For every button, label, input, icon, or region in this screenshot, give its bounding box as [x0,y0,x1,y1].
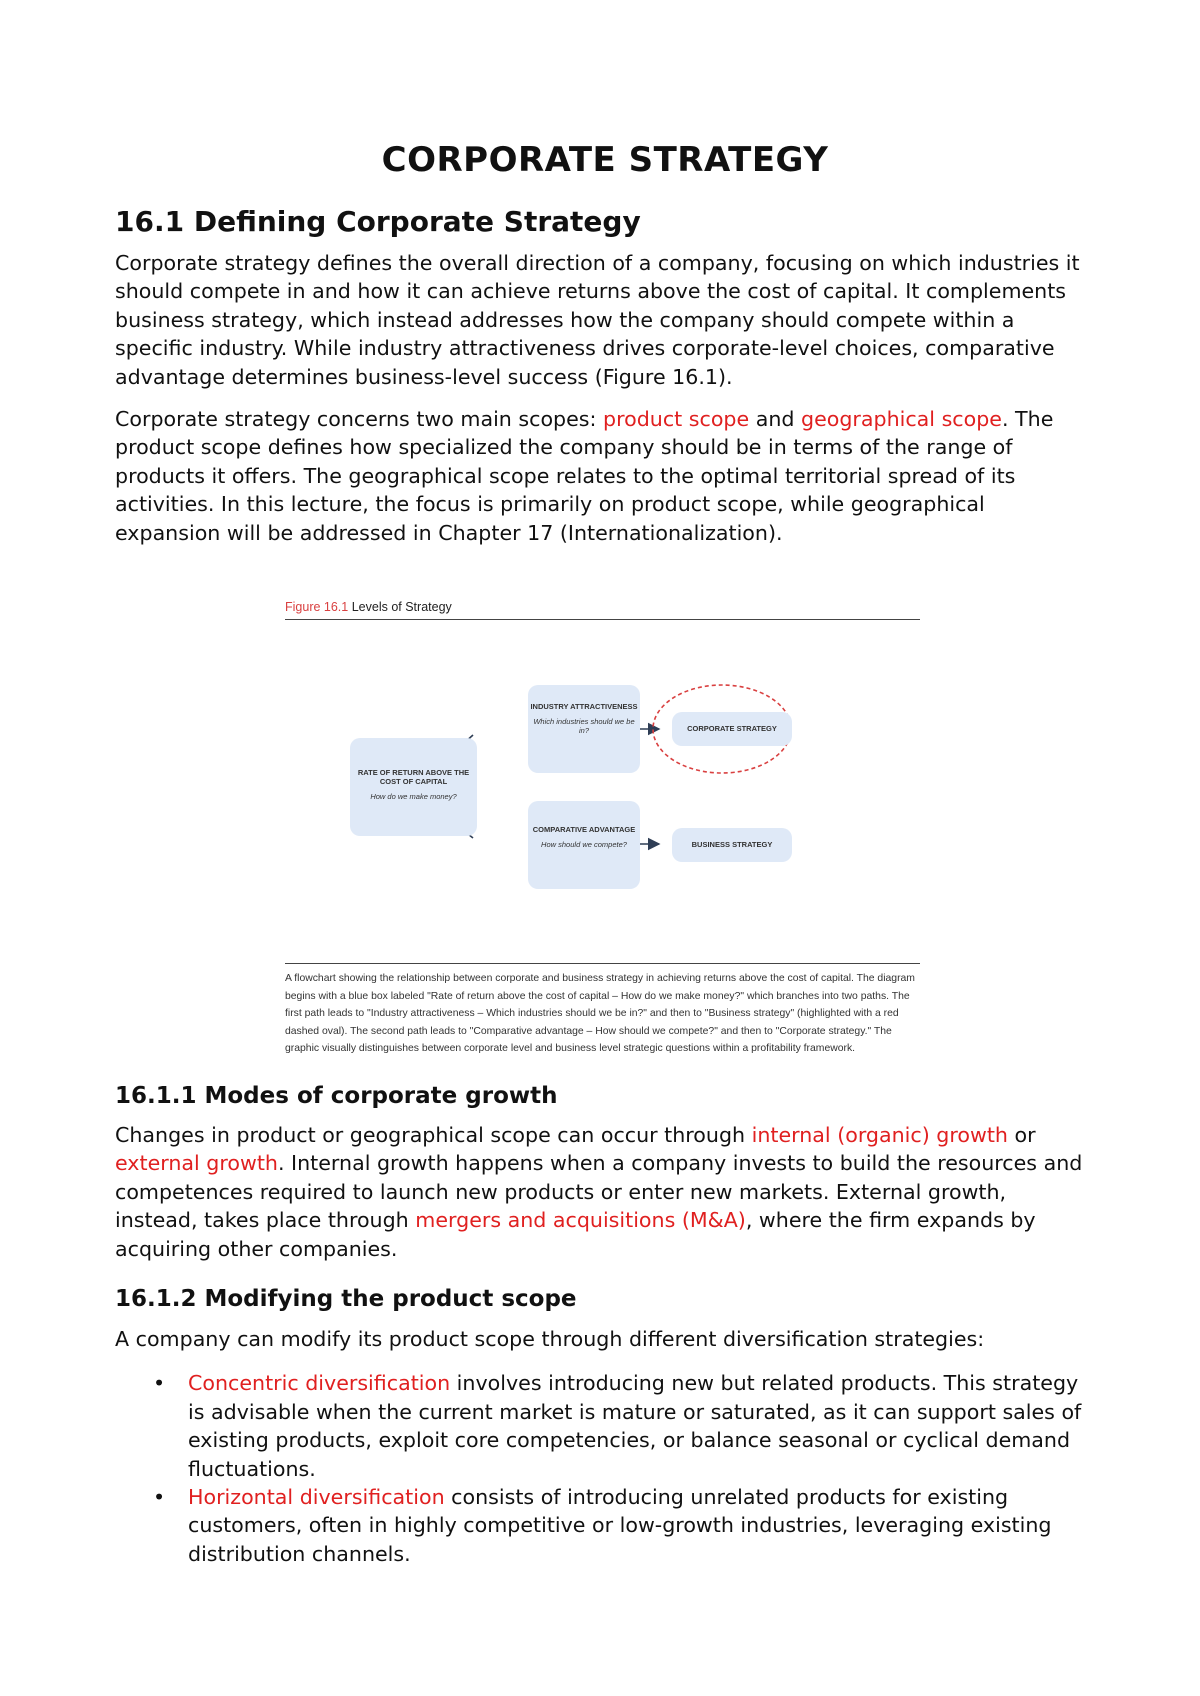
figure-bottom-rule [285,963,920,964]
bullet-icon: • [153,1485,166,1510]
box-corporate-strategy: CORPORATE STRATEGY [672,712,792,746]
box-comparative-advantage: COMPARATIVE ADVANTAGE How should we compete? [528,801,640,889]
section-16-1-1 [115,1083,1095,1263]
list-item: • Concentric diversification involves introducing new but related products. This strategy is advisable when the current market is mature or saturated, as it can support sales of existing products, exploit core competencies, or balance seasonal or cyclical demand fluctuations. [153,1371,1082,1481]
figure-caption: A flowchart showing the relationship between corporate and business strategy in achieving returns above the cost of capital. The diagram begins with a blue box labeled "Rate of return above the cost of capital – How do we make money?" which branches into two paths. The first path leads to "Industry attractiveness – Which industries should we be in?" and then to "Business strategy" (highlighted with a red dashed oval). The second path leads to "Comparative advantage – How should we compete?" and then to "Corporate strategy." The graphic visually distinguishes between corporate level and business level strategic questions within a profitability framework. [285,973,915,1054]
paragraph: A company can modify its product scope through different diversification strategies: [115,1327,985,1351]
highlight-term: mergers and acquisitions (M&A) [415,1208,746,1233]
subsection-heading: 16.1.2 Modifying the product scope [115,1286,577,1312]
bullet-icon: • [153,1371,166,1396]
highlight-term: Horizontal diversification [188,1485,445,1510]
box-business-strategy: BUSINESS STRATEGY [672,828,792,862]
highlight-term: Concentric diversification [188,1371,451,1396]
highlight-term: geographical scope [801,407,1002,432]
section-heading: 16.1 Defining Corporate Strategy [115,205,641,238]
paragraph: Corporate strategy defines the overall direction of a company, focusing on which industries it should compete in and how it can achieve returns above the cost of capital. It complements business strategy, which instead addresses how the company should compete within a specific industry. While industry attractiveness drives corporate-level choices, comparative advantage determines business-level success (Figure 16.1). [115,251,1080,389]
section-16-1 [115,205,1095,547]
paragraph: Corporate strategy concerns two main scopes: product scope and geographical scope. The product scope defines how specialized the company should be in terms of the range of products it offers. The geographical scope relates to the optimal territorial spread of its activities. In this lecture, the focus is primarily on product scope, while geographical expansion will be addressed in Chapter 17 (Internationalization). [115,407,1054,545]
figure-levels-of-strategy [285,598,920,1068]
highlight-term: external growth [115,1151,278,1176]
list-item: • Horizontal diversification consists of introducing unrelated products for existing customers, often in highly competitive or low-growth industries, leveraging existing distribution channels. [153,1485,1052,1566]
highlight-term: product scope [603,407,750,432]
highlight-term: internal (organic) growth [751,1123,1008,1147]
figure-title: Figure 16.1 Levels of Strategy [285,600,452,614]
paragraph: Changes in product or geographical scope can occur through internal (organic) growth or external growth. Internal growth happens when a company invests to build the resources and competences required to launch new products or enter new markets. External growth, instead, takes place through mergers and acquisitions (M&A), where the firm expands by acquiring other companies. [115,1123,1083,1261]
diversification-list [115,1369,1095,1568]
box-industry-attractiveness: INDUSTRY ATTRACTIVENESS Which industries should we be in? [528,685,640,773]
document-title: CORPORATE STRATEGY [381,140,829,180]
subsection-heading: 16.1.1 Modes of corporate growth [115,1083,558,1109]
section-16-1-2 [115,1286,1095,1568]
box-rate-of-return: RATE OF RETURN ABOVE THE COST OF CAPITAL How do we make money? [350,738,477,836]
